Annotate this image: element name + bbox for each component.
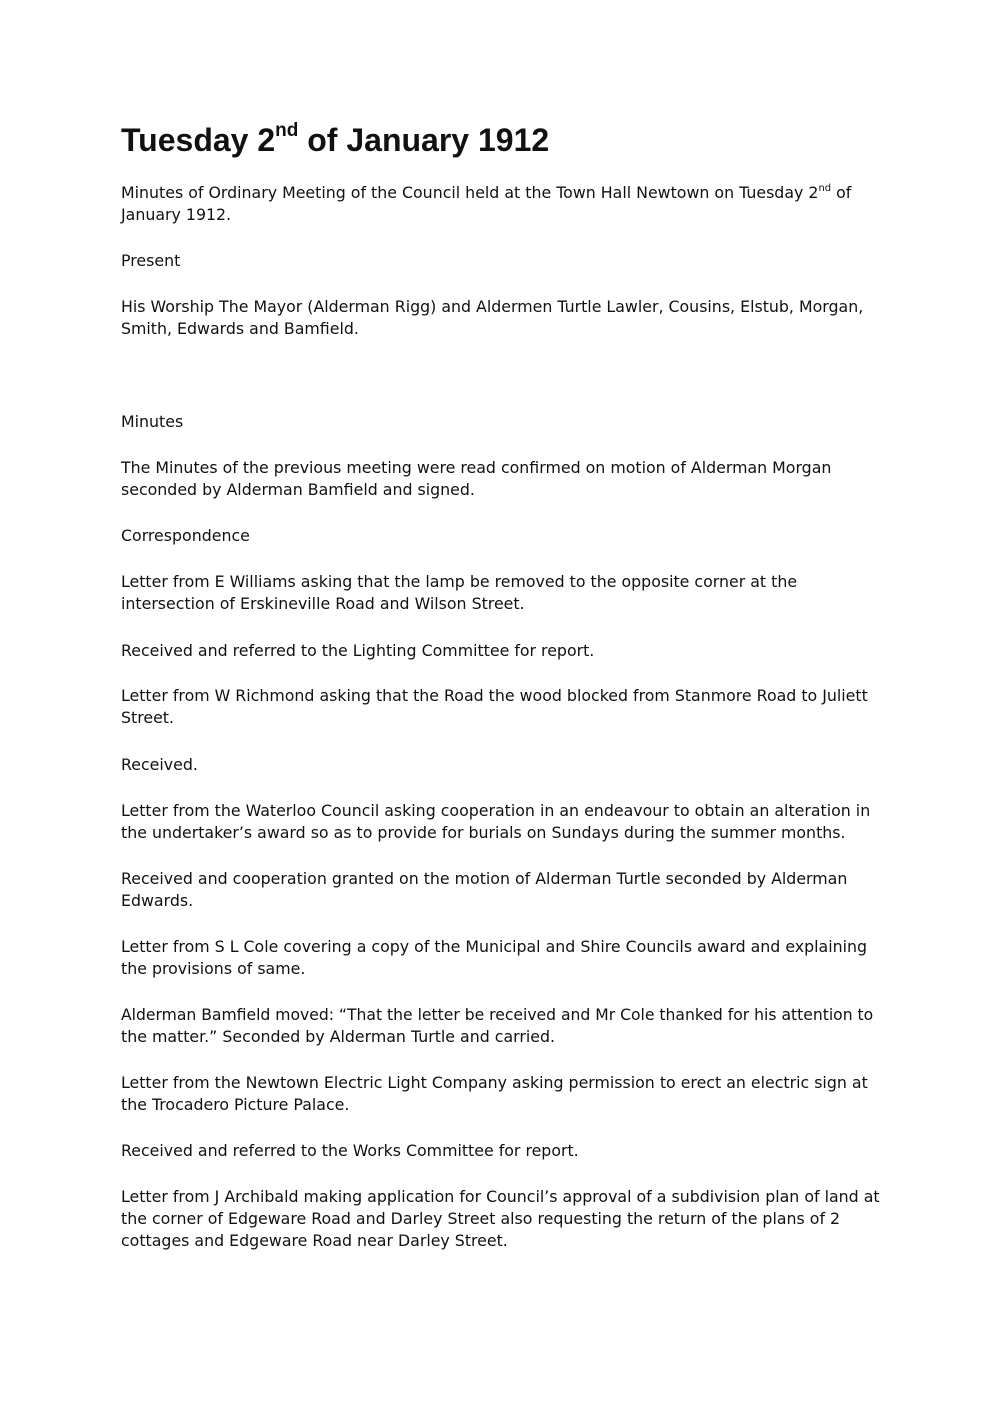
correspondence-item: Alderman Bamfield moved: “That the letter be received and Mr Cole thanked for his attention to the matter.” Seconded by Alderman Turtle and carried. bbox=[121, 1006, 874, 1046]
correspondence-item: Letter from E Williams asking that the lamp be removed to the opposite corner at the intersection of Erskineville Road and Wilson Street. bbox=[121, 572, 798, 613]
correspondence-heading: Correspondence bbox=[121, 526, 250, 545]
title-main: Tuesday 2 bbox=[121, 122, 276, 158]
present-paragraph: His Worship The Mayor (Alderman Rigg) and Aldermen Turtle Lawler, Cousins, Elstub, Morgan, Smith, Edwards and Bamfield. bbox=[121, 297, 864, 338]
title-superscript: nd bbox=[275, 120, 299, 142]
correspondence-item: Received and referred to the Lighting Committee for report. bbox=[121, 641, 595, 660]
correspondence-item: Letter from the Newtown Electric Light Company asking permission to erect an electric sign at the Trocadero Picture Palace. bbox=[121, 1073, 868, 1114]
correspondence-item: Letter from W Richmond asking that the Road the wood blocked from Stanmore Road to Juliett Street. bbox=[121, 686, 868, 727]
correspondence-item: Letter from S L Cole covering a copy of the Municipal and Shire Councils award and explaining the provisions of same. bbox=[121, 937, 868, 978]
minutes-heading: Minutes bbox=[121, 412, 184, 431]
correspondence-item: Letter from the Waterloo Council asking cooperation in an endeavour to obtain an alteration in the undertaker’s award so as to provide for burials on Sundays during the summer months. bbox=[121, 801, 871, 842]
intro-line-2: January 1912. bbox=[121, 205, 232, 224]
correspondence-item: Received and referred to the Works Committee for report. bbox=[121, 1141, 579, 1160]
intro-line-1: Minutes of Ordinary Meeting of the Council held at the Town Hall Newtown on Tuesday 2nd of bbox=[121, 182, 852, 202]
minutes-paragraph: The Minutes of the previous meeting were read confirmed on motion of Alderman Morgan seconded by Alderman Bamfield and signed. bbox=[121, 458, 832, 499]
correspondence-item: Received. bbox=[121, 755, 198, 774]
intro-paragraph bbox=[121, 182, 881, 226]
correspondence-item: Received and cooperation granted on the motion of Alderman Turtle seconded by Alderman Edwards. bbox=[121, 869, 848, 910]
present-heading: Present bbox=[121, 251, 181, 270]
correspondence-item: Letter from J Archibald making application for Council’s approval of a subdivision plan of land at the corner of Edgeware Road and Darley Street also requesting the return of the plans of 2 cottages and Edgeware Road near Darley Street. bbox=[121, 1187, 880, 1250]
page-title bbox=[121, 120, 549, 160]
title-rest: of January 1912 bbox=[298, 122, 550, 158]
